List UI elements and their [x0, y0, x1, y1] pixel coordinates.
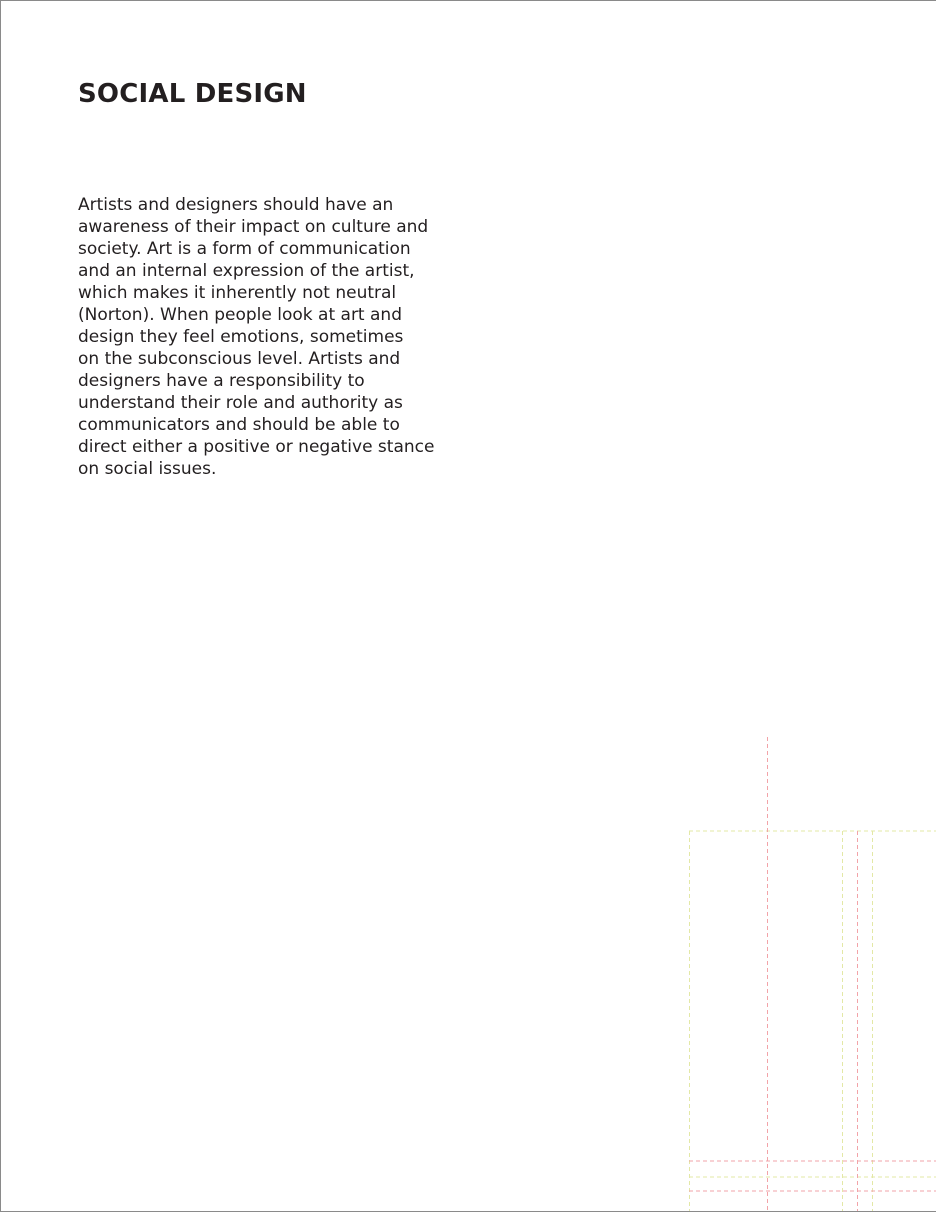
- paragraph-line: (Norton). When people look at art and: [78, 305, 402, 325]
- layout-guides: [1, 1, 936, 1212]
- red-guides: [689, 737, 936, 1212]
- paragraph-line: design they feel emotions, sometimes: [78, 327, 404, 347]
- paragraph-line: on social issues.: [78, 459, 217, 479]
- paragraph-line: understand their role and authority as: [78, 393, 403, 413]
- paragraph-line: and an internal expression of the artist,: [78, 261, 415, 281]
- paragraph-line: society. Art is a form of communication: [78, 239, 411, 259]
- page-title: SOCIAL DESIGN: [78, 79, 307, 109]
- paragraph-line: direct either a positive or negative stance: [78, 437, 435, 457]
- paragraph-line: awareness of their impact on culture and: [78, 217, 429, 237]
- paragraph-line: designers have a responsibility to: [78, 371, 365, 391]
- paragraph-line: on the subconscious level. Artists and: [78, 349, 401, 369]
- paragraph-line: communicators and should be able to: [78, 415, 400, 435]
- paragraph-line: which makes it inherently not neutral: [78, 283, 397, 303]
- yellow-guides: [689, 831, 936, 1212]
- body-paragraph: [78, 194, 468, 480]
- paragraph-line: Artists and designers should have an: [78, 195, 394, 215]
